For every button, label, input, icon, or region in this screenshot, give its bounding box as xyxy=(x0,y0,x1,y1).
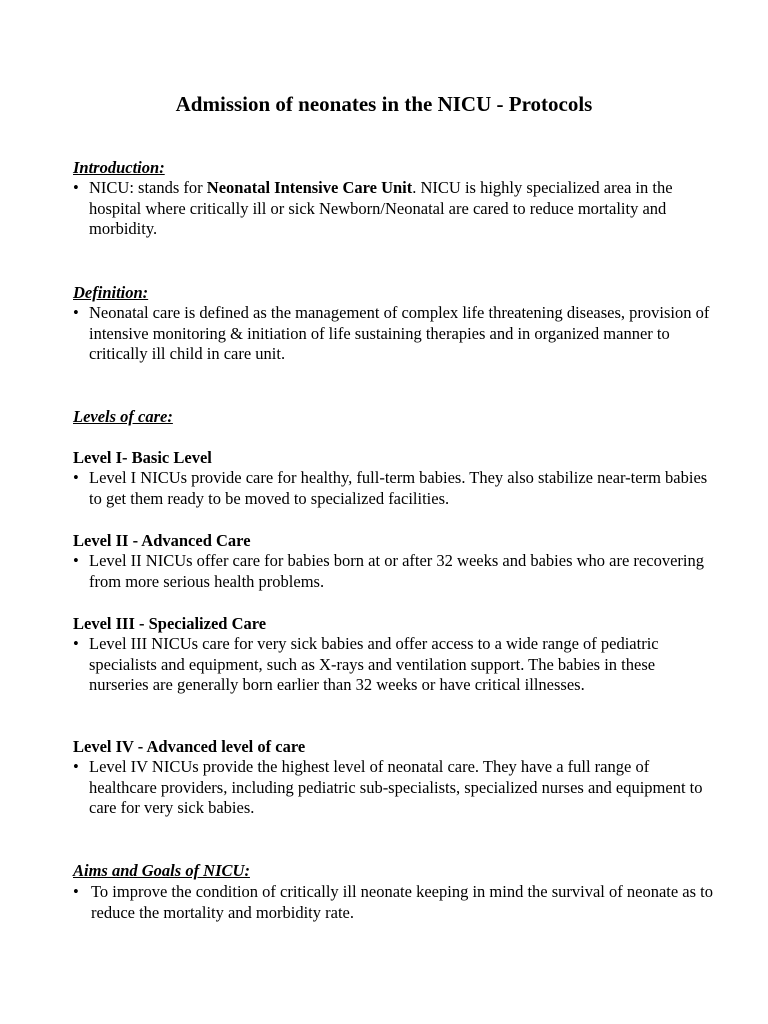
bullet-glyph: • xyxy=(73,178,79,197)
levels-heading: Levels of care: xyxy=(73,407,173,426)
level-4-text: Level IV NICUs provide the highest level of neonatal care. They have a full range of healthcare providers, including pediatric sub-specialists, specialized nurses and equipment to care for very sick babies. xyxy=(89,757,703,818)
introduction-heading: Introduction: xyxy=(73,158,165,177)
definition-bullet xyxy=(73,303,713,365)
bullet-glyph: • xyxy=(73,882,79,901)
level-2-bullet xyxy=(73,551,713,592)
bullet-glyph: • xyxy=(73,757,79,776)
level-4-bullet xyxy=(73,757,713,819)
level-1-text: Level I NICUs provide care for healthy, full-term babies. They also stabilize near-term babies to get them ready to be moved to specialized facilities. xyxy=(89,468,708,508)
bullet-glyph: • xyxy=(73,634,79,653)
level-3-title: Level III - Specialized Care xyxy=(73,614,267,633)
aims-bullet xyxy=(73,882,713,923)
document-title: Admission of neonates in the NICU - Protocols xyxy=(175,92,593,116)
level-2-text: Level II NICUs offer care for babies born at or after 32 weeks and babies who are recovering from more serious health problems. xyxy=(89,551,704,591)
introduction-text-post: . NICU is highly specialized area in the hospital where critically ill or sick Newborn/Neonatal are cared to reduce mortality and morbidity. xyxy=(89,178,673,239)
level-3-text: Level III NICUs care for very sick babies and offer access to a wide range of pediatric specialists and equipment, such as X-rays and ventilation support. The babies in these nurseries are generally born earlier than 32 weeks or have critical illnesses. xyxy=(89,634,659,695)
introduction-text xyxy=(89,178,713,240)
level-4-title: Level IV - Advanced level of care xyxy=(73,737,306,756)
aims-heading: Aims and Goals of NICU: xyxy=(73,861,250,880)
level-1-title: Level I- Basic Level xyxy=(73,448,212,467)
introduction-text-bold: Neonatal Intensive Care Unit xyxy=(206,178,413,197)
aims-text: To improve the condition of critically ill neonate keeping in mind the survival of neonate as to reduce the mortality and morbidity rate. xyxy=(91,882,714,922)
introduction-text-pre: NICU: stands for xyxy=(89,178,207,197)
introduction-bullet xyxy=(73,178,713,240)
definition-text: Neonatal care is defined as the management of complex life threatening diseases, provision of intensive monitoring & initiation of life sustaining therapies and in organized manner to critically ill child in care unit. xyxy=(89,303,710,364)
level-1-bullet xyxy=(73,468,713,509)
level-3-bullet xyxy=(73,634,713,696)
definition-heading: Definition: xyxy=(73,283,149,302)
level-2-title: Level II - Advanced Care xyxy=(73,531,251,550)
bullet-glyph: • xyxy=(73,551,79,570)
bullet-glyph: • xyxy=(73,468,79,487)
bullet-glyph: • xyxy=(73,303,79,322)
